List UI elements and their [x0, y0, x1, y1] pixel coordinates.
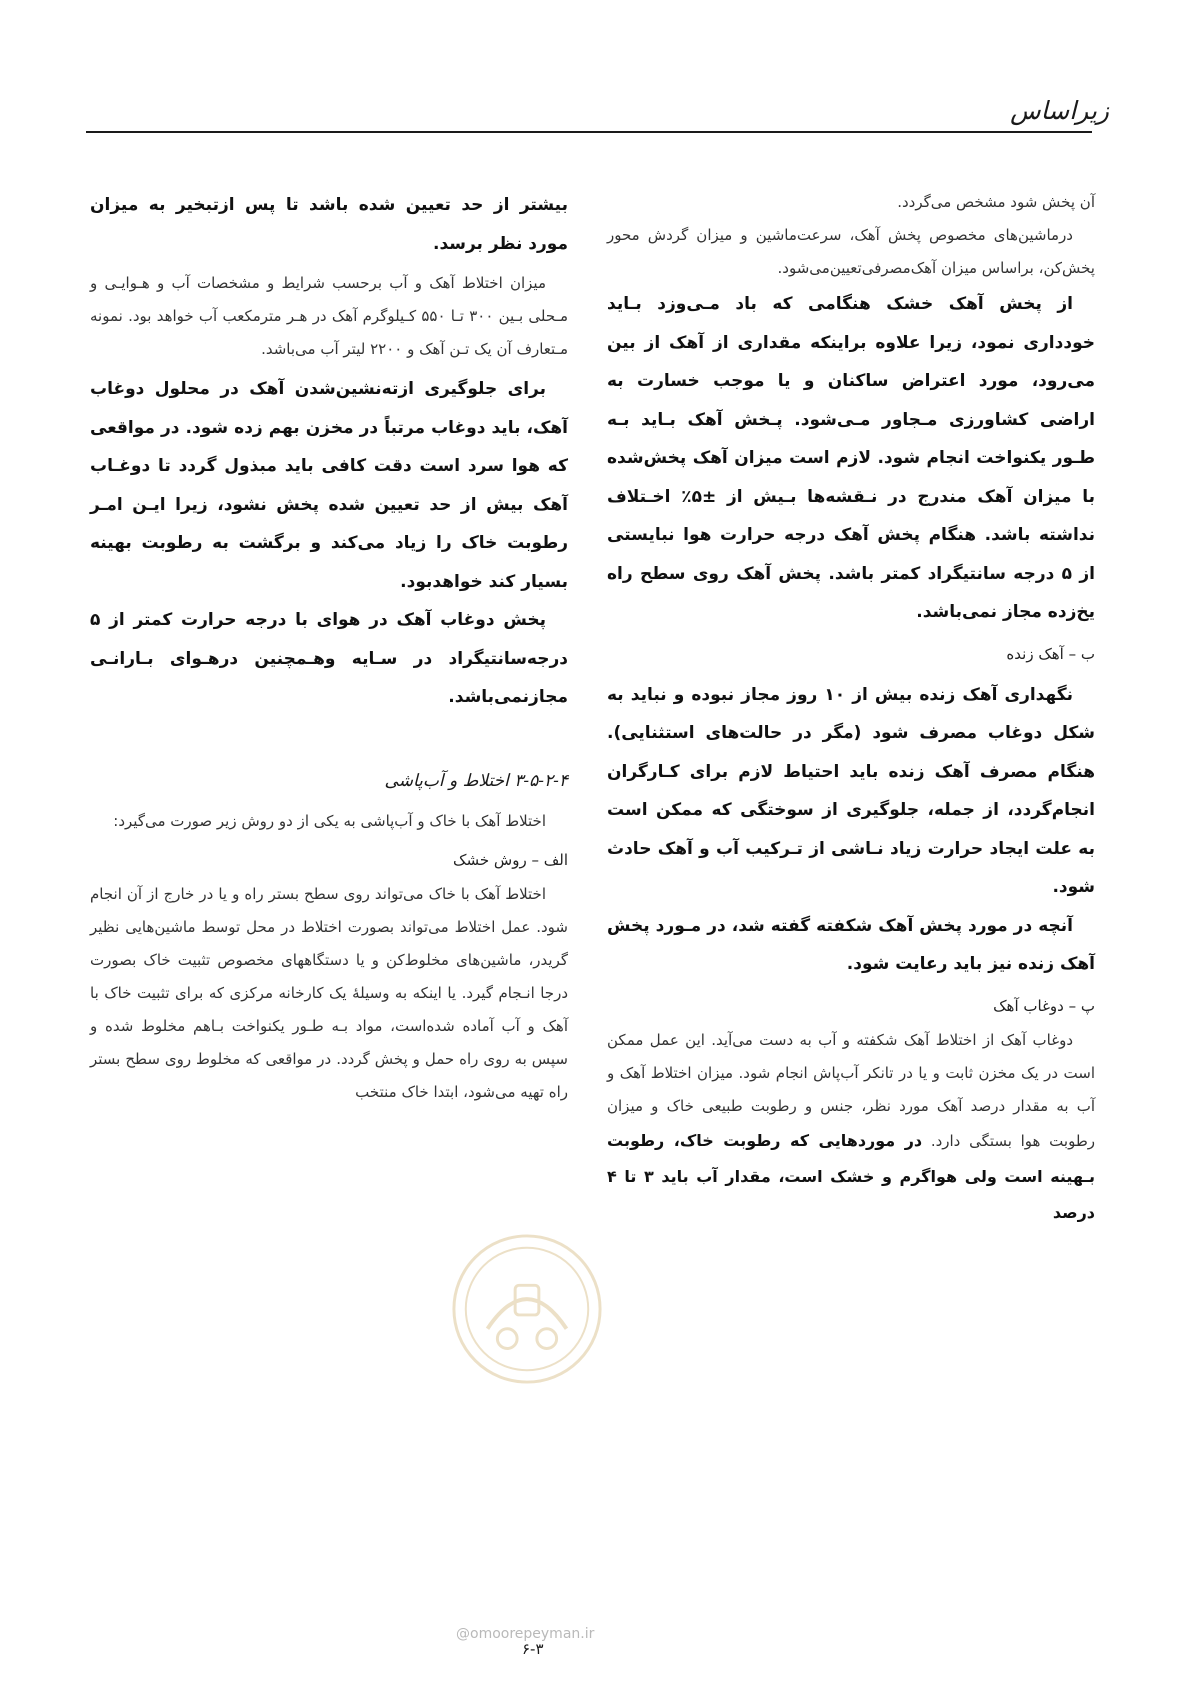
page-number: ۶-۳ [522, 1640, 544, 1658]
paragraph: از پخش آهک خشک هنگامی که باد مـی‌وزد بـاید خودداری نمود، زیرا علاوه براینکه مقداری از آهک از بین می‌رود، مورد اعتراض ساکنان و یا موجب خسارت به اراضی کشاورزی مـجاور مـی‌شود. پـخش آهک بـاید بـه طـور یکنواخت انجام شود. لازم است میزان آهک پخش‌شده با میزان آهک مندرج در نـقشه‌ها بـیش از ±۵٪ اخـتلاف نداشته باشد. هنگام پخش آهک درجه حرارت هوا نبایستی از ۵ درجه سانتیگراد کمتر باشد. پخش آهک روی سطح راه یخ‌زده مجاز نمی‌باشد. [607, 294, 1096, 622]
page-header-title: زیراساس [1010, 96, 1109, 125]
left-column [90, 186, 568, 1109]
paragraph: میزان اختلاط آهک و آب برحسب شرایط و مشخصات آب و هـوایـی و مـحلی بـین ۳۰۰ تـا ۵۵۰ کـیلوگرم آهک در هـر مترمکعب آب خواهد بود. نمونه مـتعارف آن یک تـن آهک و ۲۲۰۰ لیتر آب می‌باشد. [90, 274, 568, 358]
subheading: الف – روش خشک [453, 850, 568, 869]
right-column [607, 186, 1095, 1231]
paragraph: اختلاط آهک با خاک و آب‌پاشی به یکی از دو روش زیر صورت می‌گیرد: [113, 811, 546, 830]
paragraph: اختلاط آهک با خاک می‌تواند روی سطح بستر راه و یا در خارج از آن انجام شود. عمل اختلاط می‌تواند بصورت اختلاط در محل توسط ماشین‌هایی نظیر گریدر، ماشین‌های مخلوط‌کن و یا دستگاههای مخصوص تثبیت خاک بصورت درجا انـجام گیرد. یا اینکه به وسیلهٔ یک کارخانه مرکزی که برای تثبیت خاک با آهک و آب آماده شده‌است، مواد بـه طـور یکنواخت بـاهم مخلوط شده و سپس به روی راه حمل و پخش گردد. در مواقعی که مخلوط روی سطح بستر راه تهیه می‌شود، ابتدا خاک منتخب [90, 884, 568, 1101]
site-watermark: @omoorepeyman.ir [456, 1626, 595, 1642]
header-divider [86, 131, 1092, 133]
subheading: پ – دوغاب آهک [993, 996, 1095, 1015]
publisher-seal-watermark [448, 1230, 606, 1388]
paragraph: بیشتر از حد تعیین شده باشد تا پس ازتبخیر به میزان مورد نظر برسد. [90, 195, 568, 254]
paragraph: آنچه در مورد پخش آهک شکفته گفته شد، در مـورد پخش آهک زنده نیز باید رعایت شود. [607, 915, 1095, 974]
paragraph-light-part: دوغاب آهک از اختلاط آهک شکفته و آب به دست می‌آید. این عمل ممکن است در یک مخزن ثابت و یا در تانکر آب‌پاش انجام شود. میزان اختلاط آهک و آب به مقدار درصد آهک مورد نظر، جنس و رطوبت طبیعی خاک و میزان رطوبت هوا بستگی دارد. [607, 1030, 1095, 1150]
paragraph: پخش دوغاب آهک در هوای با درجه حرارت کمتر از ۵ درجه‌سانتیگراد در سـایه وهـمچنین درهـوای بـارانـی مجازنمی‌باشد. [90, 610, 568, 707]
paragraph: آن پخش شود مشخص می‌گردد. [897, 193, 1095, 211]
paragraph: درماشین‌های مخصوص پخش آهک، سرعت‌ماشین و میزان گردش محور پخش‌کن، براساس میزان آهک‌مصرفی‌تعیین‌می‌شود. [607, 226, 1095, 277]
paragraph [607, 1024, 1095, 1231]
section-title: ۳-۵-۲-۴ اختلاط و آب‌پاشی [384, 770, 568, 791]
paragraph: برای جلوگیری ازته‌نشین‌شدن آهک در محلول دوغاب آهک، باید دوغاب مرتباً در مخزن بهم زده شود. در مواقعی که هوا سرد است دقت کافی باید مبذول گردد تا دوغـاب آهک بیش از حد تعیین شده پخش نشود، زیرا ایـن امـر رطوبت خاک را زیاد می‌کند و برگشت به رطوبت بهینه بسیار کند خواهدبود. [90, 379, 568, 592]
paragraph: نگهداری آهک زنده بیش از ۱۰ روز مجاز نبوده و نباید به شکل دوغاب مصرف شود (مگر در حالت‌های استثنایی). هنگام مصرف آهک زنده باید احتیاط لازم برای کـارگران انجام‌گردد، از جمله، جلوگیری از سوختگی که ممکن است به علت ایجاد حرارت زیاد نـاشی از تـرکیب آب و آهک حادث شود. [607, 684, 1095, 897]
paragraph-bold-part: در موردهایی که رطوبت خاک، رطوبت بـهینه است ولی هواگرم و خشک است، مقدار آب باید ۳ تا ۴ درصد [607, 1130, 1095, 1222]
subheading: ب – آهک زنده [1006, 644, 1095, 663]
